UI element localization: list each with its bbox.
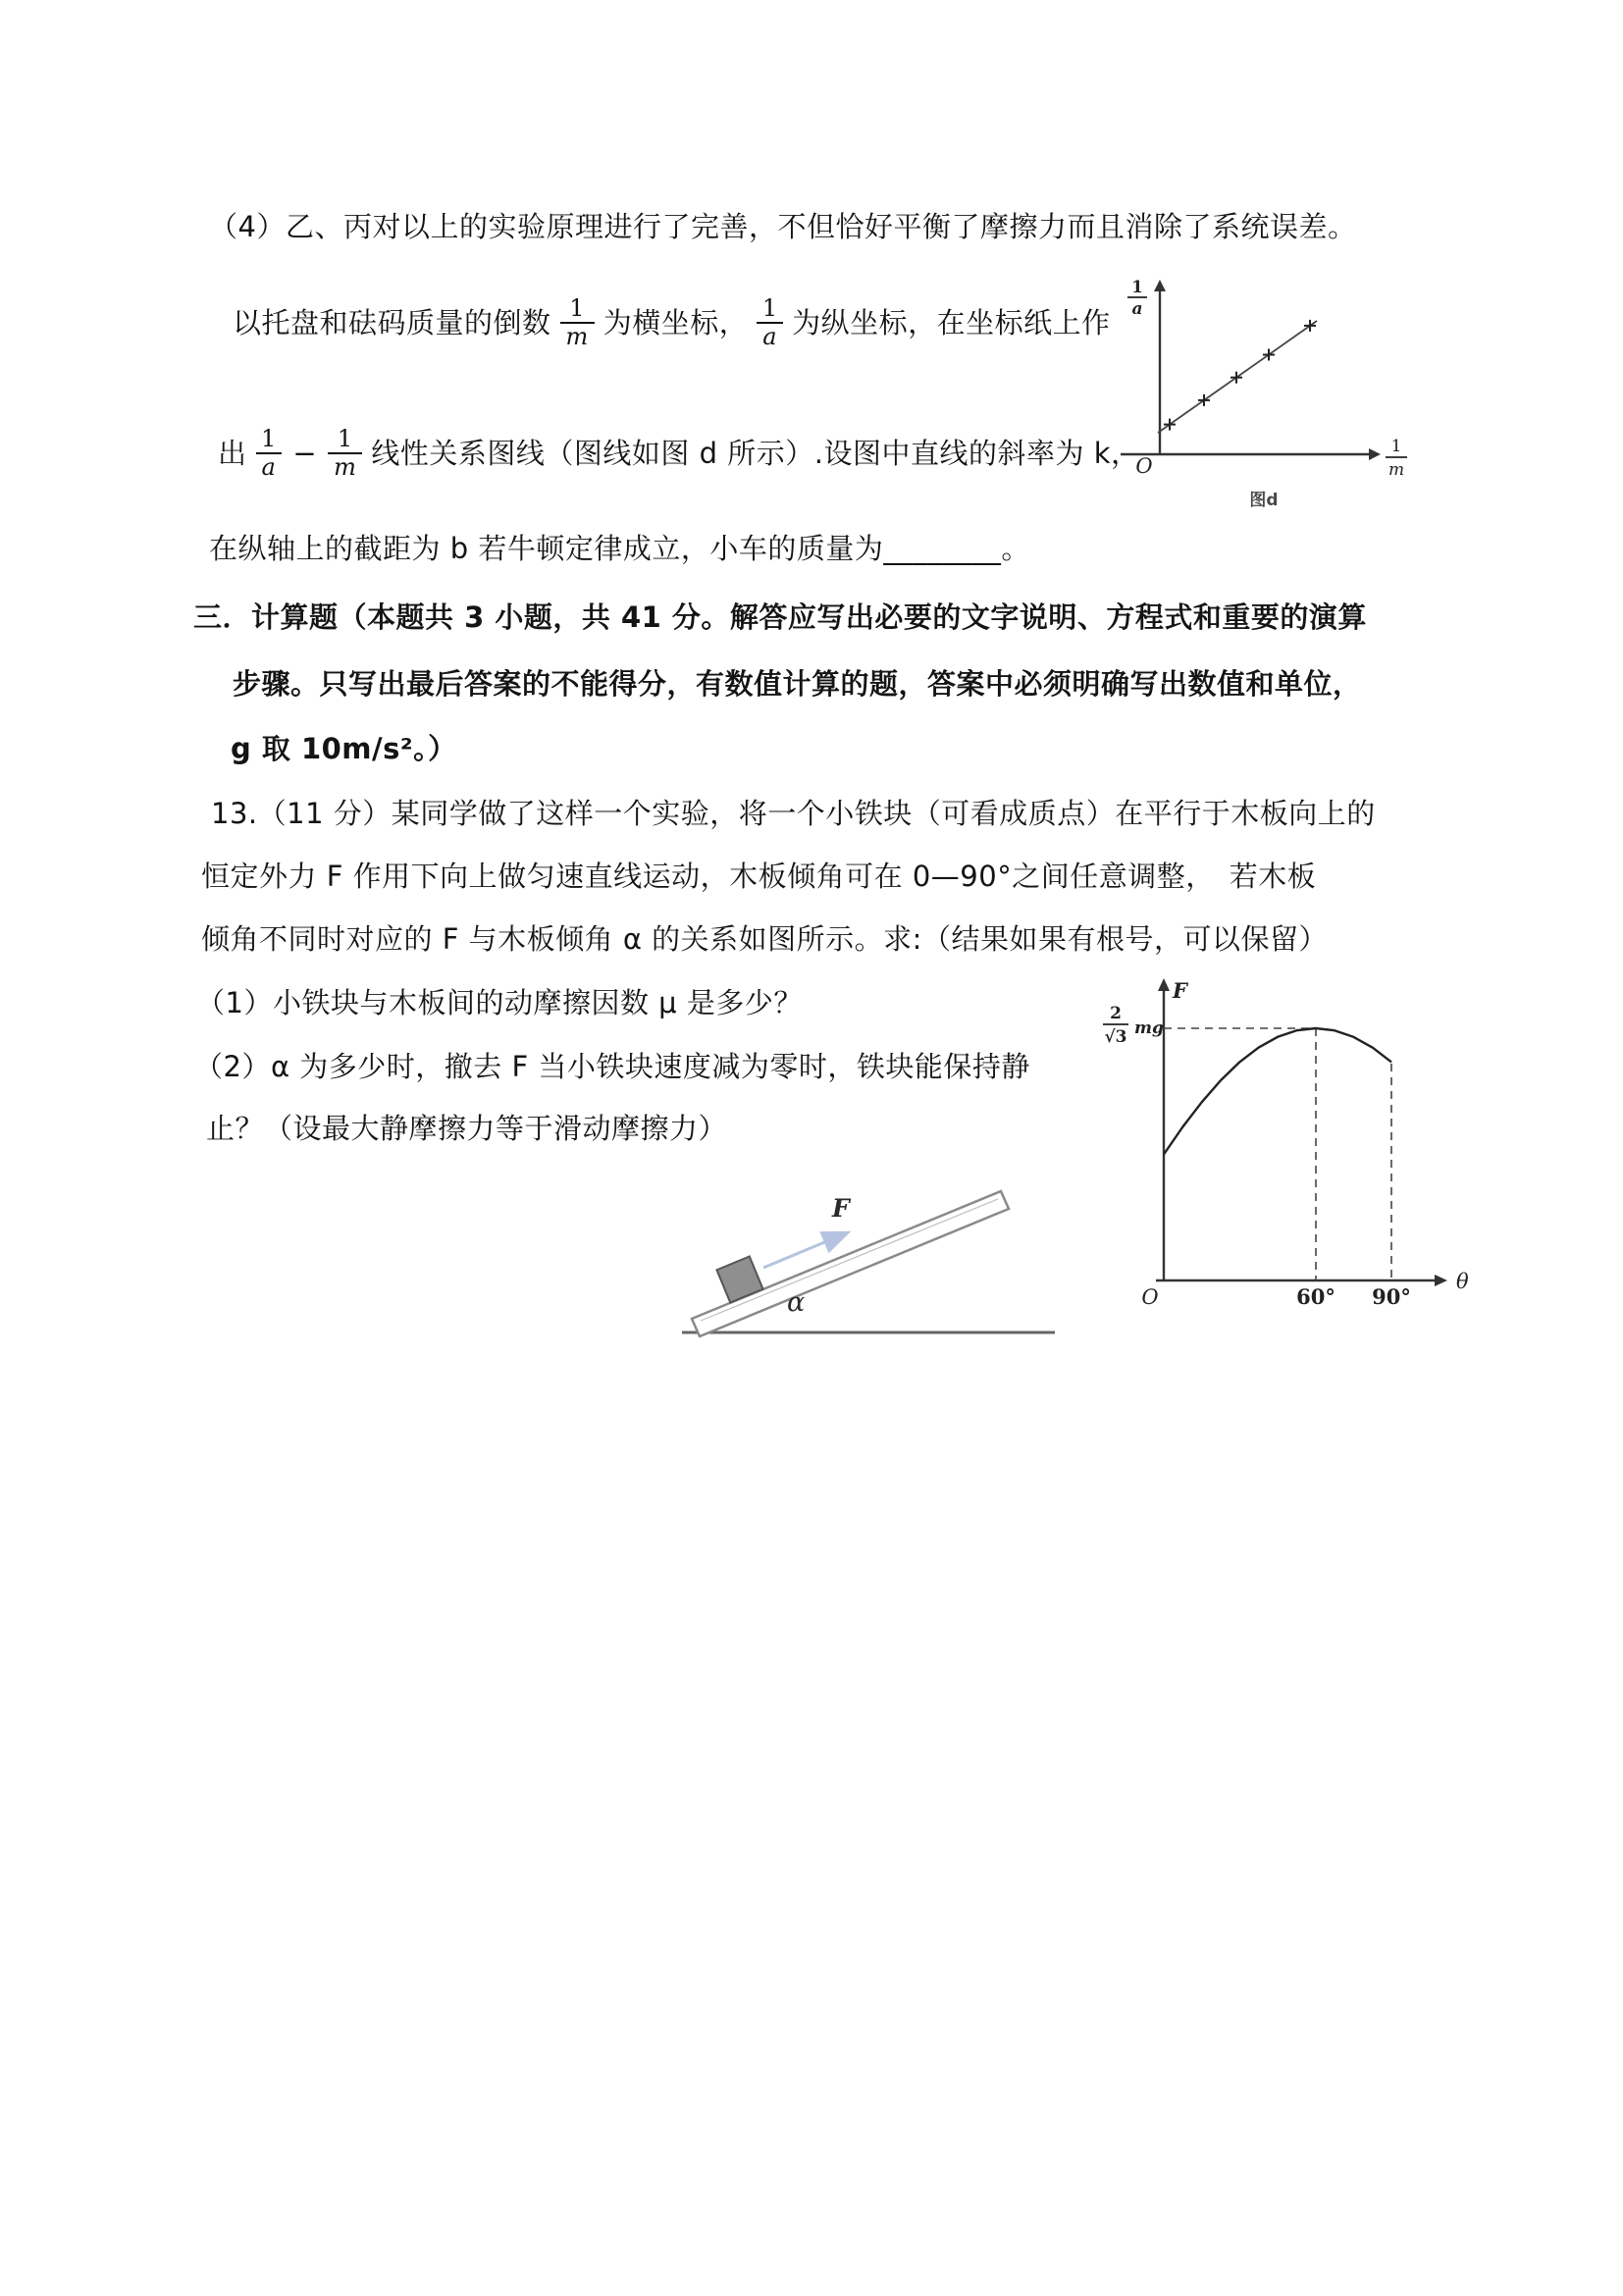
- q13-item2-line2: 止？（设最大静摩擦力等于滑动摩擦力）: [206, 1112, 728, 1145]
- peak-unit: mg: [1134, 1018, 1164, 1038]
- fraction-denominator: m: [560, 322, 595, 349]
- figure-d-x-arrow-icon: [1369, 448, 1381, 460]
- fraction-numerator: 1: [337, 425, 353, 453]
- q4-line4: 在纵轴上的截距为 b 若牛顿定律成立，小车的质量为________。: [209, 532, 1030, 565]
- figure-incline-diagram: [677, 1156, 1060, 1347]
- section3-heading-line2: 步骤。只写出最后答案的不能得分，有数值计算的题，答案中必须明确写出数值和单位，: [233, 667, 1362, 701]
- f-theta-curve: [1164, 1028, 1391, 1155]
- q4-line3-post: 线性关系图线（图线如图 d 所示）.设图中直线的斜率为 k，: [371, 436, 1140, 470]
- figure-f-theta-chart: [1060, 966, 1531, 1320]
- f-theta-x-arrow-icon: [1435, 1275, 1447, 1286]
- q4-line2: [233, 286, 1111, 360]
- f-theta-y-arrow-icon: [1158, 978, 1170, 991]
- y-label-numerator: 1: [1131, 278, 1143, 297]
- peak-value-label: [1103, 1004, 1164, 1047]
- q13-item1: （1）小铁块与木板间的动摩擦因数 μ 是多少？: [196, 986, 803, 1019]
- q13-line2: 恒定外力 F 作用下向上做匀速直线运动，木板倾角可在 0—90°之间任意调整， 若木板: [201, 860, 1317, 893]
- q4-line3-pre: 出: [218, 436, 247, 470]
- tick-60-label: 60°: [1296, 1284, 1335, 1309]
- q4-line2-pre: 以托盘和砝码质量的倒数: [233, 305, 551, 339]
- section3-heading-line3: g 取 10m/s²。）: [231, 732, 457, 765]
- figure-d-x-label: [1386, 437, 1407, 480]
- q13-item2-line1: （2）α 为多少时，撤去 F 当小铁块速度减为零时，铁块能保持静: [194, 1050, 1030, 1083]
- fraction-numerator: 1: [261, 425, 277, 453]
- fraction-1-over-m: [328, 427, 362, 479]
- y-label-denominator: a: [1131, 299, 1143, 319]
- q13-line3: 倾角不同时对应的 F 与木板倾角 α 的关系如图所示。求:（结果如果有根号，可以保留）: [201, 922, 1328, 956]
- theta-axis-label: θ: [1456, 1270, 1469, 1293]
- f-theta-origin-label: O: [1141, 1285, 1159, 1309]
- fraction-denominator: a: [757, 322, 783, 349]
- figure-d-chart: [1109, 267, 1501, 522]
- q4-line1: （4）乙、丙对以上的实验原理进行了完善，不但恰好平衡了摩擦力而且消除了系统误差。: [209, 210, 1357, 243]
- fraction-numerator: 1: [761, 294, 778, 323]
- figure-d-y-label: [1127, 278, 1147, 319]
- figure-d-origin-label: O: [1135, 454, 1153, 478]
- fraction-denominator: m: [328, 452, 362, 480]
- figure-d-y-arrow-icon: [1154, 280, 1166, 291]
- x-label-numerator: 1: [1390, 437, 1402, 456]
- tick-90-label: 90°: [1372, 1284, 1411, 1309]
- f-axis-label: F: [1173, 978, 1187, 1003]
- figure-d-caption: 图d: [1249, 491, 1279, 510]
- fraction-numerator: 1: [569, 294, 586, 323]
- fraction-1-over-a: [256, 427, 283, 479]
- angle-alpha-label: α: [787, 1287, 806, 1318]
- section3-heading-line1: 三．计算题（本题共 3 小题，共 41 分。解答应写出必要的文字说明、方程式和重要的演算: [193, 600, 1367, 634]
- fraction-1-over-a: [757, 296, 783, 348]
- q13-line1: 13.（11 分）某同学做了这样一个实验，将一个小铁块（可看成质点）在平行于木板向上的: [211, 797, 1376, 830]
- fraction-denominator: a: [256, 452, 283, 480]
- peak-numerator: 2: [1110, 1004, 1122, 1023]
- peak-denominator: √3: [1104, 1027, 1127, 1047]
- minus-sign: −: [292, 436, 318, 470]
- x-label-denominator: m: [1387, 460, 1405, 480]
- q4-line2-post: 为纵坐标，在坐标纸上作: [792, 305, 1111, 339]
- q4-line3: [218, 416, 1139, 491]
- fraction-1-over-m: [560, 296, 595, 348]
- force-f-label: F: [832, 1194, 850, 1223]
- q4-line2-mid: 为横坐标，: [602, 305, 749, 339]
